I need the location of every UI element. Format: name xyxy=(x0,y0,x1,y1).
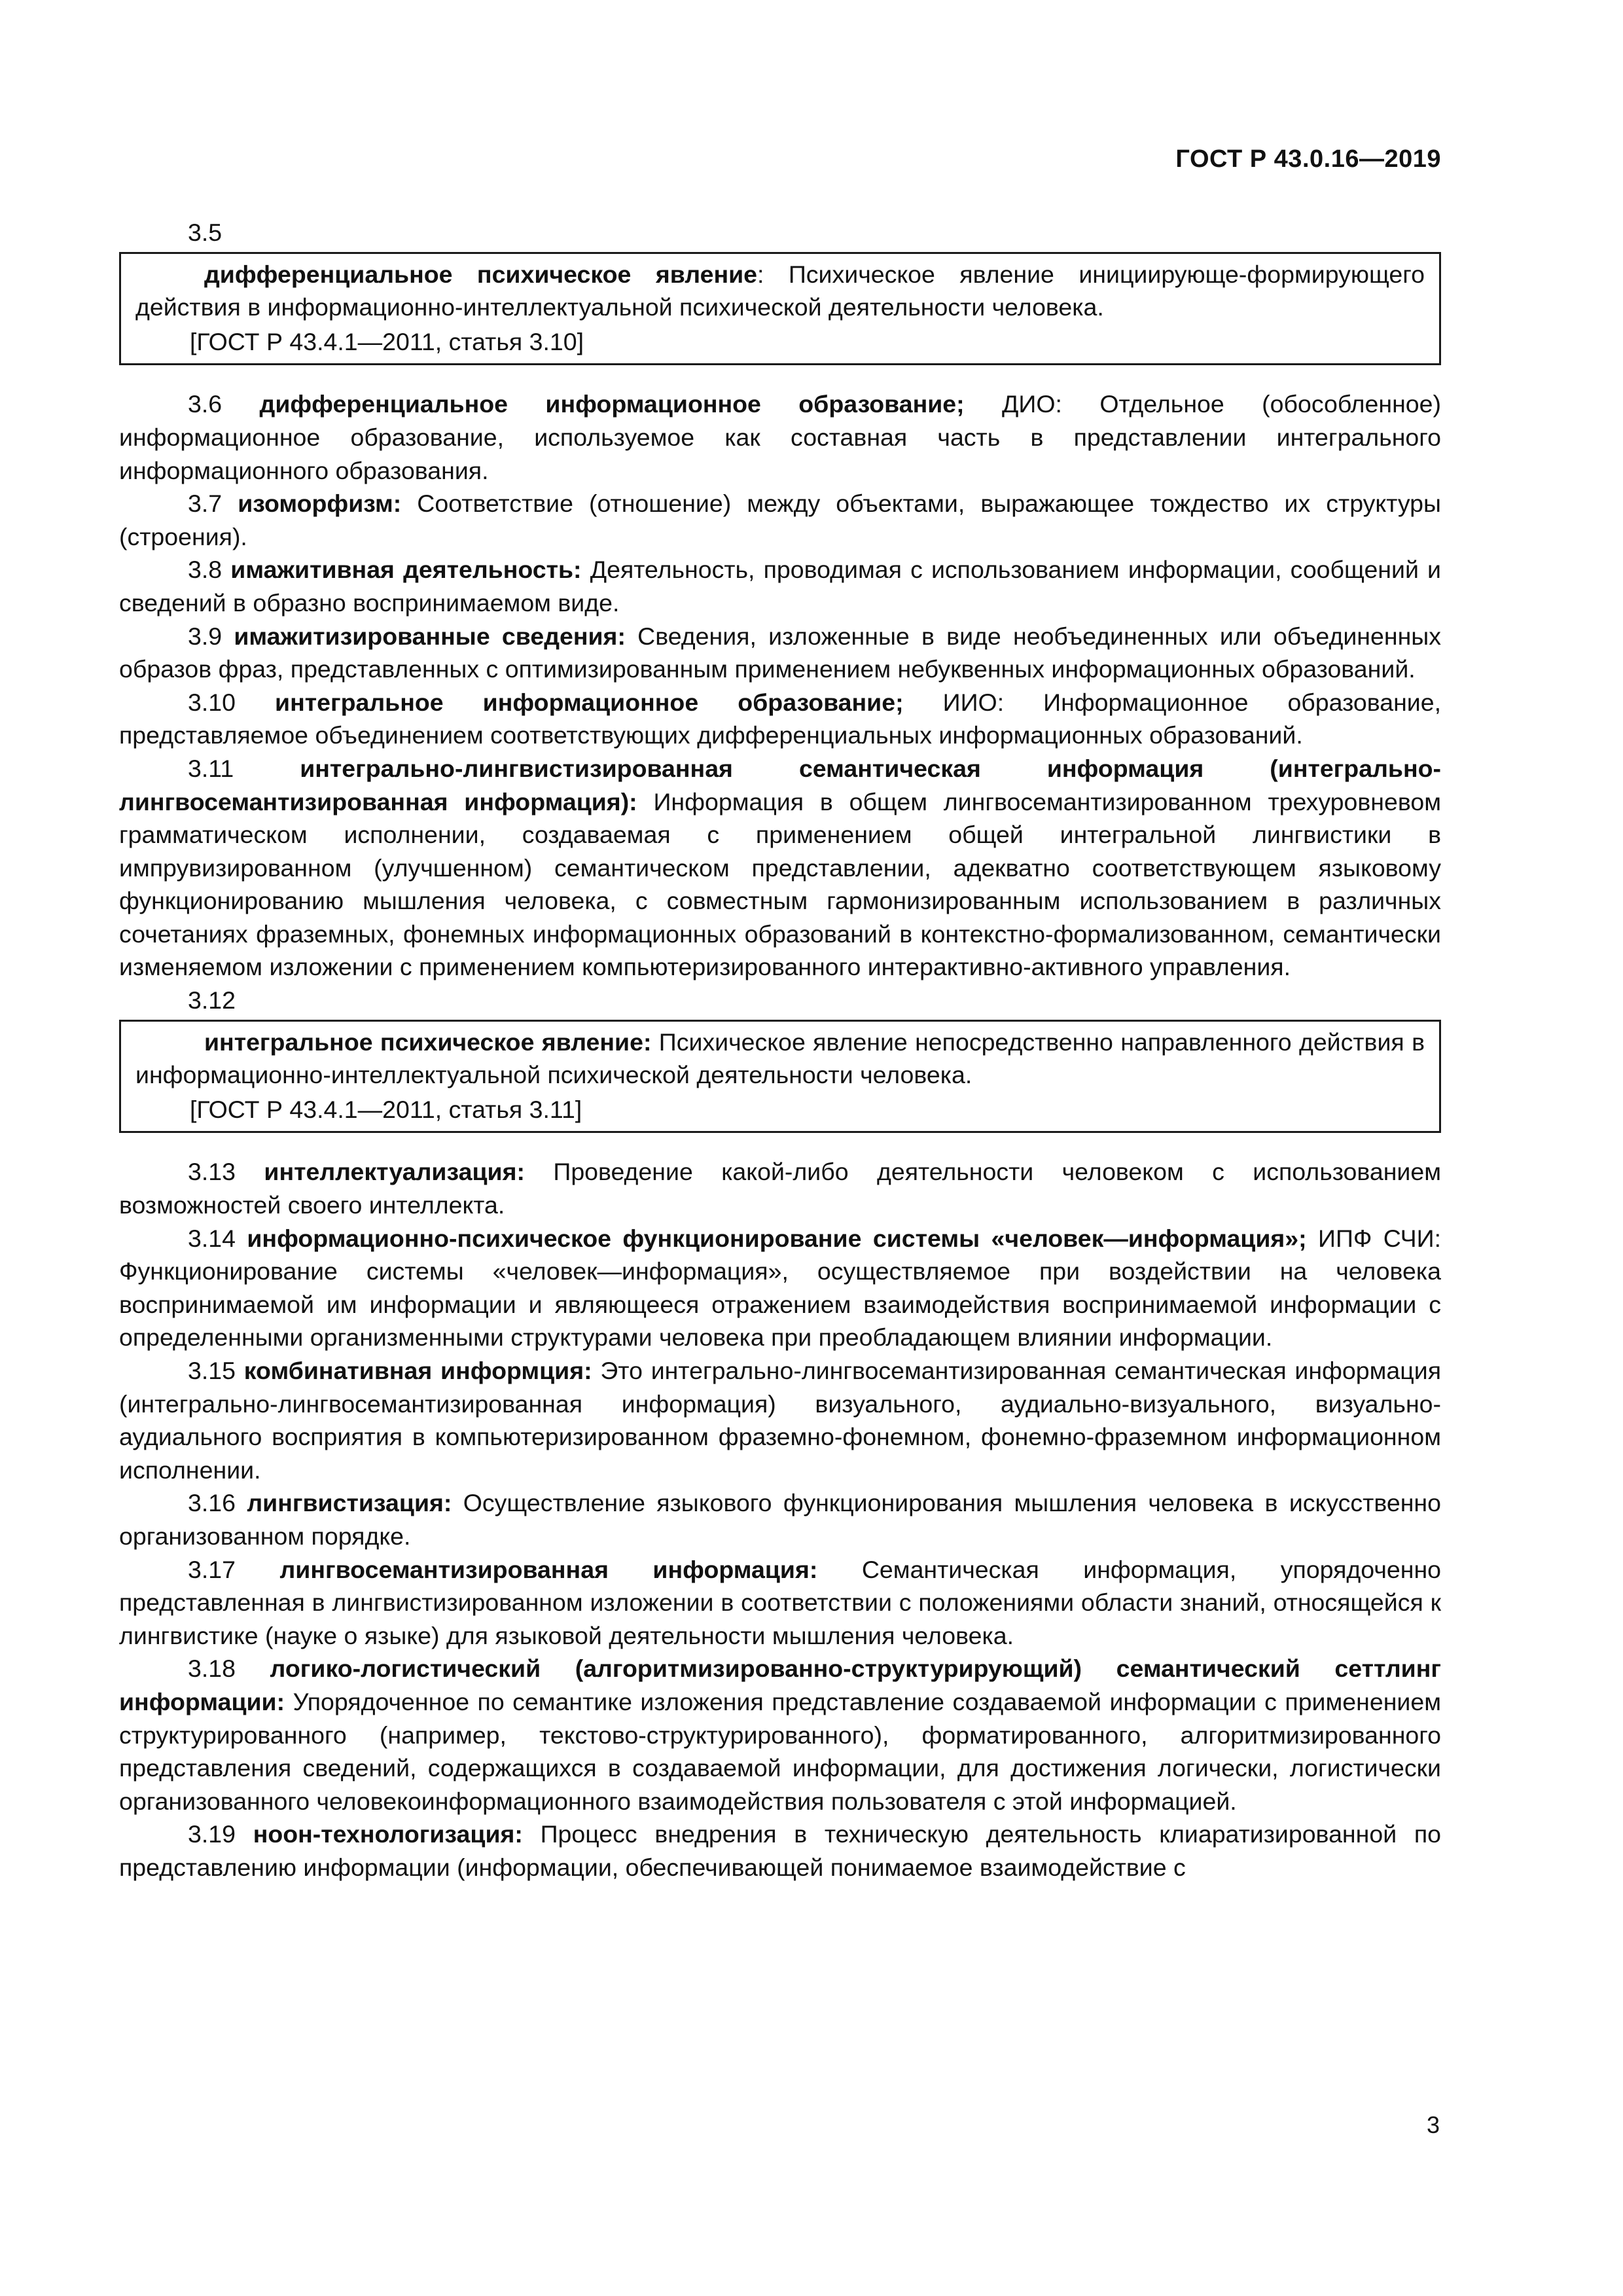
term-entry xyxy=(119,1354,1441,1486)
term-entry xyxy=(119,1222,1441,1354)
term-number: 3.15 xyxy=(188,1357,244,1384)
term-definition: : Психическое явление инициирующе-формирующего действия в информационно-интеллектуальной психической деятельности человека. xyxy=(135,260,1425,321)
terms-list xyxy=(119,1155,1441,1884)
term-number: 3.13 xyxy=(188,1158,264,1186)
term-definition: Психическое явление непосредственно направленного действия в информационно-интеллектуальной психической деятельности человека. xyxy=(135,1028,1425,1089)
page-number: 3 xyxy=(1426,2111,1440,2138)
term-number: 3.7 xyxy=(188,490,238,518)
term-entry xyxy=(119,1553,1441,1653)
term-title: логико-логистический (алгоритмизированно-структурирующий) семантический сеттлинг информации: xyxy=(119,1655,1442,1715)
term-title: дифференциальное психическое явление xyxy=(204,260,758,288)
term-number: 3.10 xyxy=(188,688,276,716)
term-title: лингвистизация: xyxy=(247,1489,452,1517)
term-entry xyxy=(119,1818,1441,1884)
term-entry xyxy=(119,553,1441,619)
term-definition: Соответствие (отношение) между объектами, выражающее тождество их структуры (строения). xyxy=(119,490,1441,550)
term-definition: Информация в общем лингвосемантизированном трехуровневом грамматическом исполнении, создаваемая с применением общей интегральной лингвистики в импрувизированном (улучшенном) семантическом представлении, адекватно соответствующем языковому функционированию мышления человека, с совместным гармонизированным использованием в различных сочетаниях фраземных, фонемных информационных образований в контекстно-формализованном, семантически изменяемом изложении с применением компьютеризированного интерактивно-активного управления. xyxy=(119,787,1441,981)
term-title: информационно-психическое функционирование системы «человек—информация»; xyxy=(247,1224,1307,1252)
term-entry xyxy=(119,1486,1441,1552)
term-number: 3.8 xyxy=(188,556,231,584)
term-reference: [ГОСТ Р 43.4.1—2011, статья 3.10] xyxy=(190,327,584,355)
term-title: комбинативная информция: xyxy=(243,1357,592,1384)
term-title: лингвосемантизированная информация: xyxy=(279,1555,818,1583)
term-entry xyxy=(135,258,1425,324)
term-entry xyxy=(119,752,1441,984)
term-number: 3.9 xyxy=(188,622,234,650)
term-number: 3.6 xyxy=(188,390,260,418)
term-entry xyxy=(119,1155,1441,1221)
term-definition: Это интегрально-лингвосемантизированная семантическая информация (интегрально-лингвосемантизированная информация) визуального, аудиально-визуального, визуально-аудиального восприятия в компьютеризированном фраземно-фонемном, фонемно-фраземном информационном исполнении. xyxy=(119,1357,1441,1484)
term-title: дифференциальное информационное образование; xyxy=(259,390,965,418)
term-entry xyxy=(119,487,1441,553)
term-entry xyxy=(135,1026,1425,1092)
term-title: интегрально-лингвистизированная семантическая информация (интегрально-лингвосемантизированная информация): xyxy=(119,754,1441,816)
term-title: интегральное психическое явление: xyxy=(204,1028,652,1056)
terms-list xyxy=(119,387,1441,984)
term-reference: [ГОСТ Р 43.4.1—2011, статья 3.11] xyxy=(190,1095,582,1123)
quoted-definition-box xyxy=(119,252,1441,366)
term-definition: ИПФ СЧИ: Функционирование системы «человек—информация», осуществляемое при воздействии на человека воспринимаемой им информации и являющееся отражением взаимодействия воспринимаемой информации с определенными организменными структурами человека при преобладающем влиянии информации. xyxy=(119,1224,1441,1352)
term-definition: ДИО: Отдельное (обособленное) информационное образование, используемое как составная часть в представлении интегрального информационного образования. xyxy=(119,390,1441,484)
term-entry xyxy=(119,1652,1441,1818)
term-definition: Упорядоченное по семантике изложения представление создаваемой информации с применением структурированного (например, текстово-структурированного), форматированного, алгоритмизированного представления сведений, содержащихся в создаваемой информации, для достижения логически, логистически организованного человекоинформационного взаимодействия пользователя с этой информацией. xyxy=(119,1687,1441,1815)
quoted-definition-box xyxy=(119,1020,1441,1134)
document-id: ГОСТ Р 43.0.16—2019 xyxy=(1175,145,1441,173)
term-number: 3.11 xyxy=(188,754,300,782)
term-definition: Деятельность, проводимая с использованием информации, сообщений и сведений в образно воспринимаемом виде. xyxy=(119,556,1441,617)
term-number: 3.19 xyxy=(188,1820,253,1848)
term-number: 3.16 xyxy=(188,1489,247,1517)
document-body xyxy=(119,216,1441,1884)
term-entry xyxy=(119,620,1441,686)
term-title: интегральное информационное образование; xyxy=(275,688,904,716)
term-number: 3.14 xyxy=(188,1224,247,1252)
term-definition: Проведение какой-либо деятельности человеком с использованием возможностей своего интеллекта. xyxy=(119,1158,1442,1219)
term-definition: Семантическая информация, упорядоченно представленная в лингвистизированном изложении в соответствии с положениями области знаний, относящейся к лингвистике (науке о языке) для языковой деятельности мышления человека. xyxy=(119,1555,1442,1649)
term-number: 3.18 xyxy=(188,1655,270,1683)
term-title: имажитизированные сведения: xyxy=(234,622,626,650)
term-number: 3.17 xyxy=(188,1555,280,1583)
term-title: имажитивная деятельность: xyxy=(230,556,582,584)
term-number: 3.12 xyxy=(188,986,236,1014)
term-entry xyxy=(119,387,1441,487)
term-definition: Сведения, изложенные в виде необъединенных или объединенных образов фраз, представленных с оптимизированным применением небуквенных информационных образований. xyxy=(119,622,1441,683)
term-title: ноон-технологизация: xyxy=(253,1820,523,1848)
term-definition: Осуществление языкового функционирования мышления человека в искусственно организованном порядке. xyxy=(119,1489,1441,1550)
term-title: изоморфизм: xyxy=(238,490,402,518)
term-entry xyxy=(119,686,1441,752)
term-definition: Процесс внедрения в техническую деятельность клиаратизированной по представлению информации (информации, обеспечивающей понимаемое взаимодействие с xyxy=(119,1820,1441,1881)
term-number: 3.5 xyxy=(188,219,223,246)
term-definition: ИИО: Информационное образование, представляемое объединением соответствующих дифференциальных информационных образований. xyxy=(119,688,1441,749)
term-title: интеллектуализация: xyxy=(264,1158,525,1186)
